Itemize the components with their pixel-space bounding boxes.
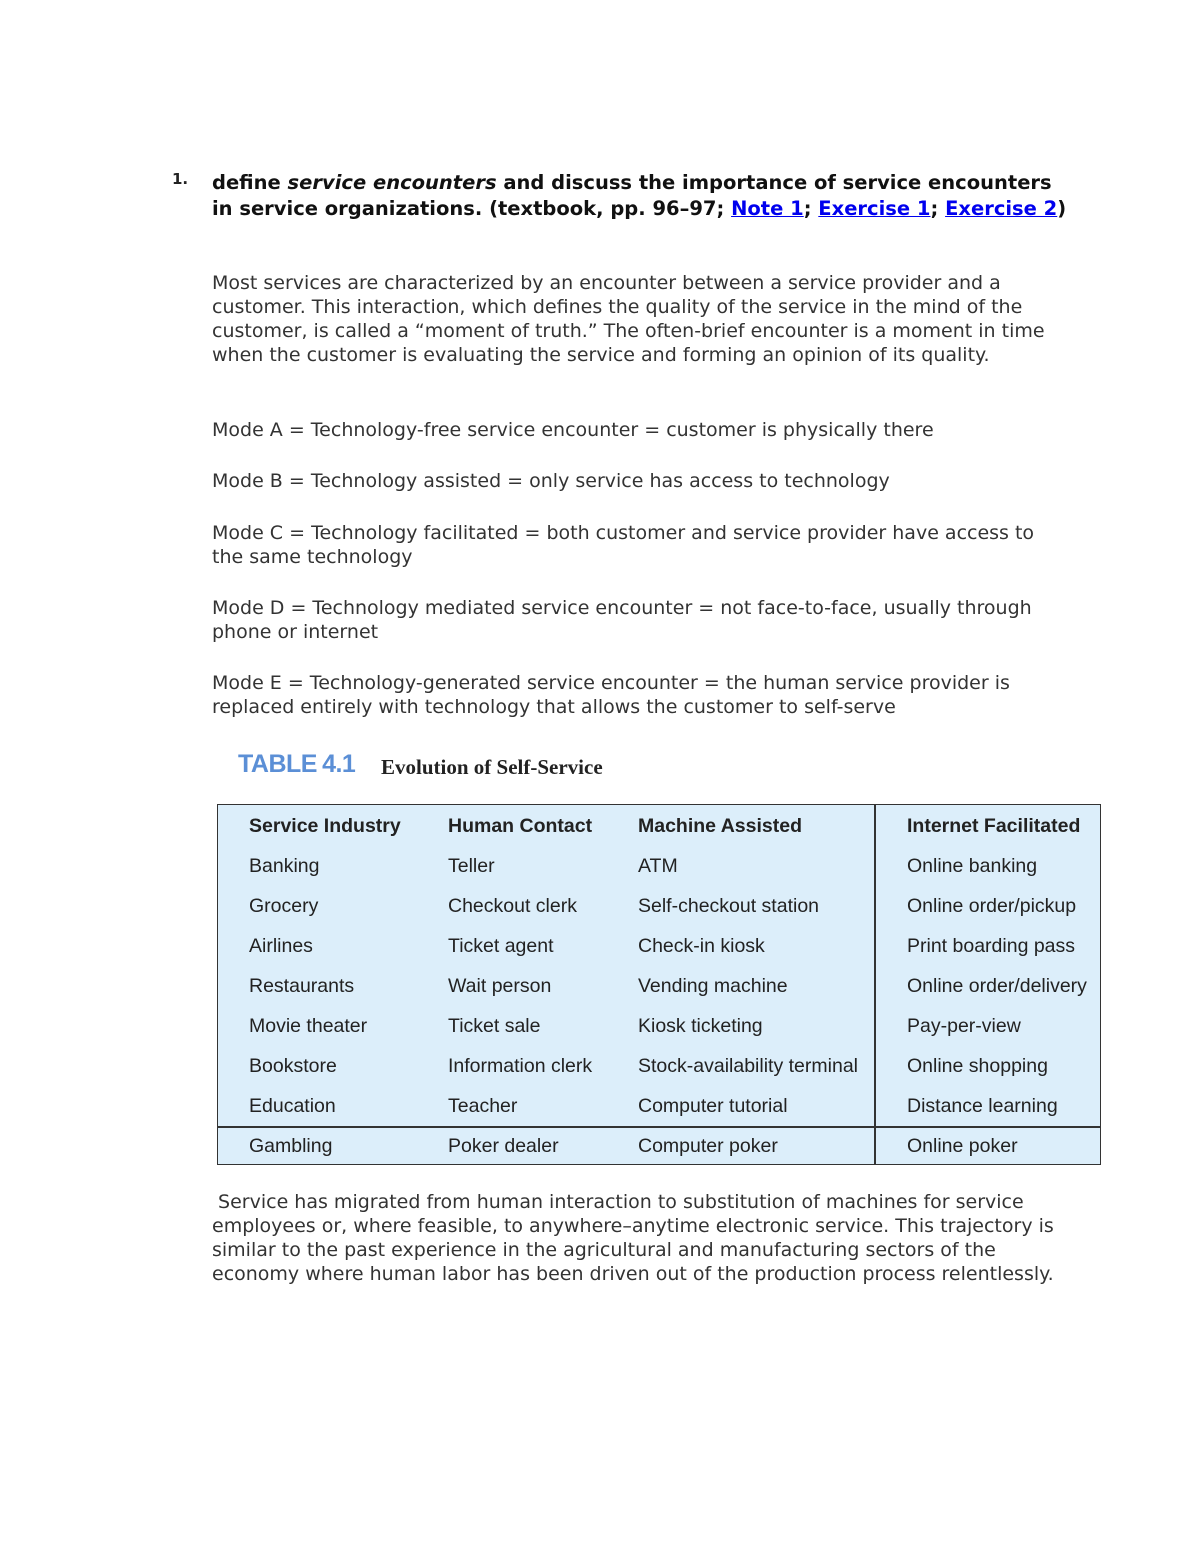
table-cell-human-contact: Ticket agent xyxy=(448,935,554,957)
exercise-1-link[interactable]: Exercise 1 xyxy=(818,197,931,220)
mode-e-paragraph: Mode E = Technology-generated service encounter = the human service provider is replaced entirely with technology that allows the customer to self-serve xyxy=(212,672,1010,718)
column-divider xyxy=(874,805,876,1164)
table-cell-internet-facilitated: Online order/pickup xyxy=(907,895,1077,917)
table-cell-machine-assisted: Check-in kiosk xyxy=(638,935,765,957)
table-cell-industry: Movie theater xyxy=(249,1015,368,1037)
table-cell-human-contact: Checkout clerk xyxy=(448,895,577,917)
question-term: service encounters xyxy=(287,171,497,194)
table-caption: Evolution of Self-Service xyxy=(381,755,603,779)
question-text xyxy=(212,170,1072,222)
mode-c-paragraph: Mode C = Technology facilitated = both customer and service provider have access to the same technology xyxy=(212,522,1035,568)
table-cell-human-contact: Teacher xyxy=(448,1095,518,1117)
exercise-2-link[interactable]: Exercise 2 xyxy=(945,197,1058,220)
mode-d-paragraph: Mode D = Technology mediated service encounter = not face-to-face, usually through phone or internet xyxy=(212,597,1032,643)
table-cell-industry: Grocery xyxy=(249,895,319,917)
table-header-industry: Service Industry xyxy=(249,815,401,837)
mode-a-paragraph: Mode A = Technology-free service encounter = customer is physically there xyxy=(212,419,934,441)
link-separator: ; xyxy=(803,197,819,220)
table-cell-internet-facilitated: Online order/delivery xyxy=(907,975,1087,997)
table-cell-human-contact: Information clerk xyxy=(448,1055,593,1077)
table-cell-industry: Banking xyxy=(249,855,320,877)
table-cell-human-contact: Poker dealer xyxy=(448,1135,559,1157)
table-cell-machine-assisted: Kiosk ticketing xyxy=(638,1015,763,1037)
table-cell-industry: Education xyxy=(249,1095,336,1117)
table-cell-industry: Airlines xyxy=(249,935,313,957)
table-cell-machine-assisted: Vending machine xyxy=(638,975,788,997)
self-service-table xyxy=(217,804,1101,1165)
mode-b-paragraph: Mode B = Technology assisted = only service has access to technology xyxy=(212,470,890,492)
link-separator: ; xyxy=(930,197,946,220)
table-cell-machine-assisted: Self-checkout station xyxy=(638,895,820,917)
question-middle: and discuss the importance of service encounters in service organizations. (textbook, pp. 96–97; xyxy=(212,171,1052,220)
table-cell-internet-facilitated: Online shopping xyxy=(907,1055,1048,1077)
question-prefix: define xyxy=(212,171,288,194)
table-cell-machine-assisted: ATM xyxy=(638,855,678,877)
table-cell-human-contact: Ticket sale xyxy=(448,1015,541,1037)
table-cell-industry: Bookstore xyxy=(249,1055,337,1077)
table-title xyxy=(238,750,603,784)
table-cell-machine-assisted: Computer poker xyxy=(638,1135,778,1157)
table-cell-internet-facilitated: Online banking xyxy=(907,855,1038,877)
table-cell-internet-facilitated: Online poker xyxy=(907,1135,1018,1157)
table-cell-industry: Restaurants xyxy=(249,975,355,997)
table-cell-internet-facilitated: Pay-per-view xyxy=(907,1015,1021,1037)
table-cell-internet-facilitated: Print boarding pass xyxy=(907,935,1076,957)
note-1-link[interactable]: Note 1 xyxy=(731,197,804,220)
closing-text: Service has migrated from human interaction to substitution of machines for service employees or, where feasible, to anywhere–anytime electronic service. This trajectory is similar to the past experience in the agricultural and manufacturing sectors of the economy where human labor has been driven out of the production process relentlessly. xyxy=(212,1191,1054,1285)
table-cell-internet-facilitated: Distance learning xyxy=(907,1095,1058,1117)
table-header-machine-assisted: Machine Assisted xyxy=(638,815,802,837)
table-cell-industry: Gambling xyxy=(249,1135,333,1157)
closing-paragraph xyxy=(212,1190,1062,1286)
question-number: 1. xyxy=(172,170,189,188)
question-end: ) xyxy=(1057,197,1067,220)
table-header-human-contact: Human Contact xyxy=(448,815,593,837)
table-header-internet-facilitated: Internet Facilitated xyxy=(907,815,1081,837)
row-divider xyxy=(218,1126,1100,1128)
table-number: 4.1 xyxy=(322,750,356,778)
table-cell-human-contact: Wait person xyxy=(448,975,552,997)
intro-paragraph: Most services are characterized by an encounter between a service provider and a customer. This interaction, which defines the quality of the service in the mind of the customer, is called a “moment of truth.” The often-brief encounter is a moment in time when the customer is evaluating the service and forming an opinion of its quality. xyxy=(212,272,1045,366)
table-cell-machine-assisted: Computer tutorial xyxy=(638,1095,788,1117)
table-label: TABLE xyxy=(238,750,317,778)
table-cell-human-contact: Teller xyxy=(448,855,495,877)
table-cell-machine-assisted: Stock-availability terminal xyxy=(638,1055,858,1077)
